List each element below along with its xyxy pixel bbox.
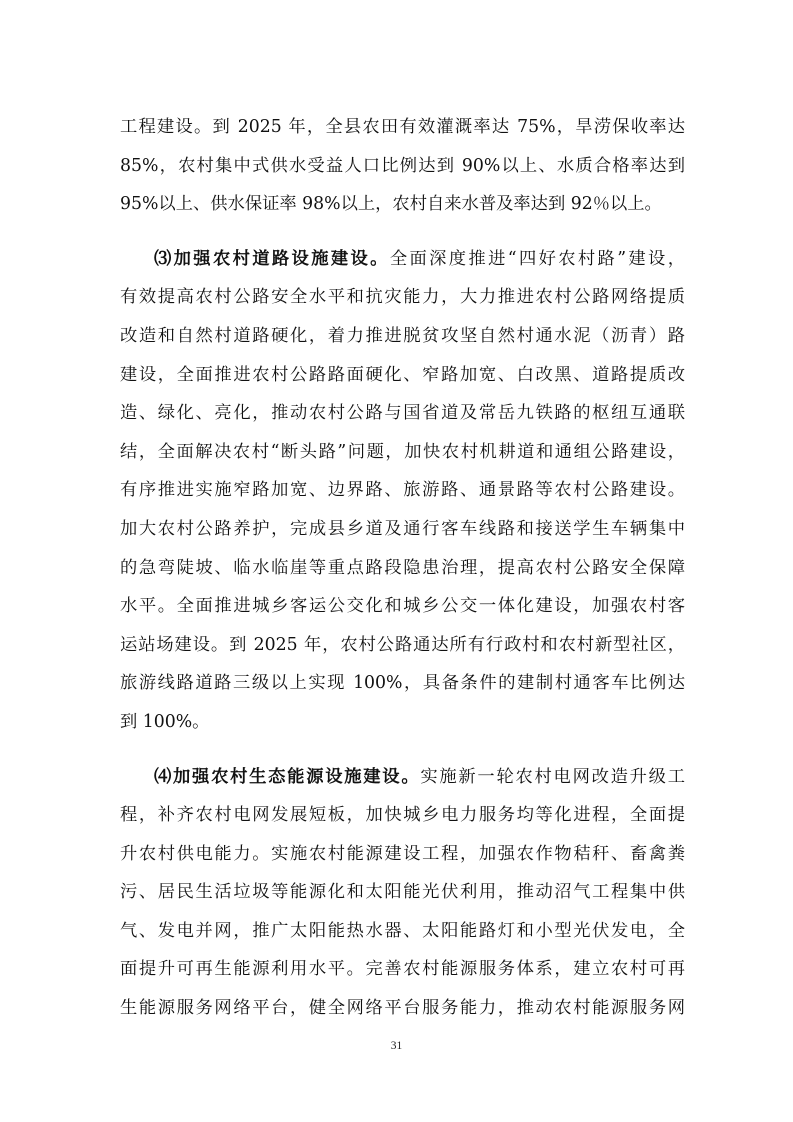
text-line: 污、居民生活垃圾等能源化和太阳能光伏利用，推动沼气工程集中供	[120, 882, 685, 903]
text-line: 旅游线路道路三级以上实现 100%，具备条件的建制村通客车比例达	[120, 673, 685, 694]
paragraph-eco-energy	[120, 758, 685, 1028]
page-body	[120, 108, 685, 1028]
text-line: 结，全面解决农村“断头路”问题，加快农村机耕道和通组公路建设，	[120, 441, 685, 462]
text-line: 水平。全面推进城乡客运公交化和城乡公交一体化建设，加强农村客	[120, 596, 685, 617]
text-line: 改造和自然村道路硬化，着力推进脱贫攻坚自然村通水泥（沥青）路	[120, 325, 685, 346]
text-line: 的急弯陡坡、临水临崖等重点路段隐患治理，提高农村公路安全保障	[120, 557, 685, 578]
paragraph-water-supply	[120, 108, 685, 224]
text-line: 工程建设。到 2025 年，全县农田有效灌溉率达 75%，旱涝保收率达	[120, 117, 685, 137]
text-line: 生能源服务网络平台，健全网络平台服务能力，推动农村能源服务网	[120, 998, 685, 1019]
section-heading-energy: ⑷加强农村生态能源设施建设。	[154, 766, 421, 787]
section-heading-rest: 全面深度推进“四好农村路”建设，	[389, 248, 685, 269]
text-line: 加大农村公路养护，完成县乡道及通行客车线路和接送学生车辆集中	[120, 518, 685, 539]
text-line	[120, 758, 685, 797]
page-number: 31	[390, 1040, 403, 1052]
text-line: 程，补齐农村电网发展短板，加快城乡电力服务均等化进程，全面提	[120, 805, 685, 826]
text-line: 建设，全面推进农村公路路面硬化、窄路加宽、白改黑、道路提质改	[120, 364, 685, 385]
text-line: 85%，农村集中式供水受益人口比例达到 90%以上、水质合格率达到	[120, 155, 685, 176]
section-heading-rest: 实施新一轮农村电网改造升级工	[420, 766, 685, 787]
text-line: 运站场建设。到 2025 年，农村公路通达所有行政村和农村新型社区，	[120, 634, 685, 655]
text-line: 有序推进实施窄路加宽、边界路、旅游路、通景路等农村公路建设。	[120, 480, 685, 501]
section-heading-roads: ⑶加强农村道路设施建设。	[154, 248, 390, 269]
text-line	[120, 240, 685, 279]
paragraph-rural-roads	[120, 240, 685, 742]
text-line: 95%以上、供水保证率 98%以上，农村自来水普及率达到 92％以上。	[120, 194, 662, 215]
text-line: 造、绿化、亮化，推动农村公路与国省道及常岳九铁路的枢纽互通联	[120, 403, 685, 424]
text-line: 面提升可再生能源利用水平。完善农村能源服务体系，建立农村可再	[120, 959, 685, 980]
text-line: 有效提高农村公路安全水平和抗灾能力，大力推进农村公路网络提质	[120, 287, 685, 308]
text-line: 气、发电并网，推广太阳能热水器、太阳能路灯和小型光伏发电，全	[120, 920, 685, 941]
text-line: 升农村供电能力。实施农村能源建设工程，加强农作物秸秆、畜禽粪	[120, 843, 685, 864]
text-line: 到 100%。	[120, 711, 210, 732]
